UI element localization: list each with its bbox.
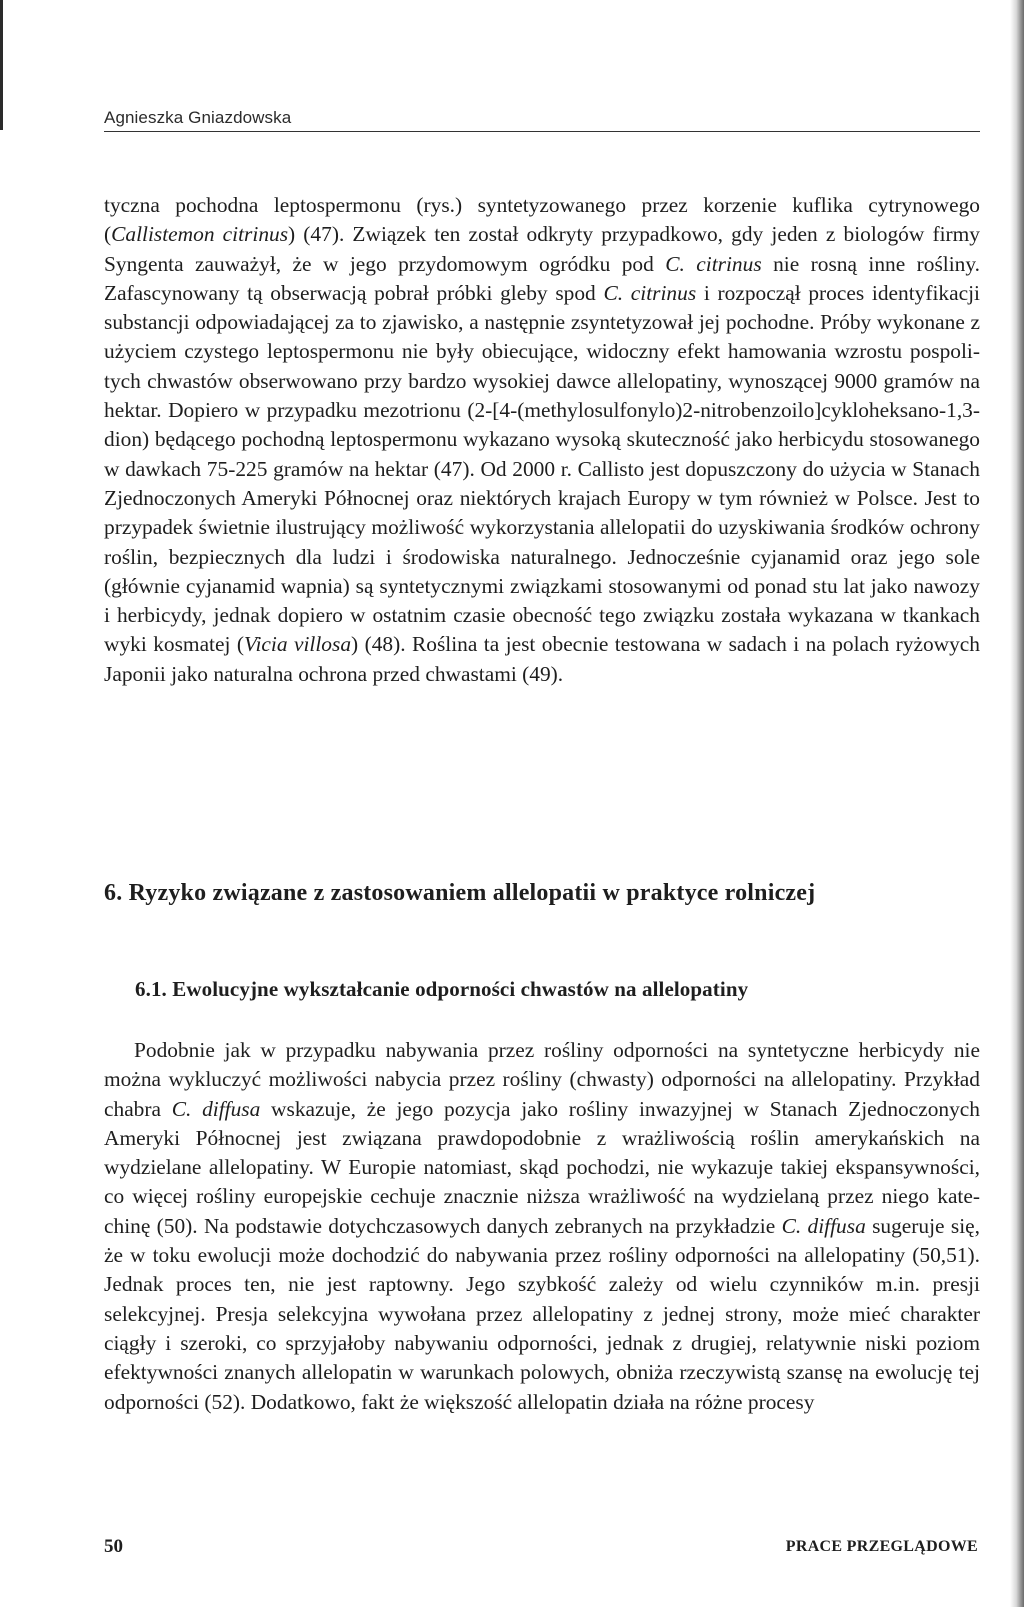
scan-edge-right xyxy=(1010,0,1024,1607)
running-head-author: Agnieszka Gniazdowska xyxy=(104,108,292,127)
text-run: ) (47). Związek ten został odkryty przypadkowo, gdy jeden z biologów firmy Syngenta zauważył, że w jego przydomowym ogródku pod xyxy=(104,222,980,276)
species-name: C. citrinus xyxy=(665,251,762,276)
header-rule xyxy=(104,131,980,132)
species-name: C. citrinus xyxy=(603,280,697,305)
text-run: nie rosną inne rośliny. Zafascynowany tą obserwacją pobrał próbki gleby spod xyxy=(104,251,981,305)
text-run: tyczna pochodna leptospermonu (rys.) syntetyzowanego przez korzenie kuflika cytrynowego ( xyxy=(104,193,980,247)
subsection-heading: 6.1. Ewolucyjne wykształcanie odporności chwastów na allelopatiny xyxy=(135,977,749,1001)
text-run: sugeruje się, że w toku ewolucji może dochodzić do nabywania przez rośliny odporności na allelopatiny (50,51). Jednak proces ten, nie jest raptowny. Jego szybkość zależy od wielu czynników m.in. presji selekcyjnej. Presja selekcyjna wywołana przez allelopatiny z jednej strony, może mieć charakter ciągły i szeroki, co sprzyjałoby nabywaniu odporności, jednak z drugiej, relatywnie niski poziom efektywności znanych allelopatin w warunkach polowych, obniża rzeczywistą szansę na ewolucję tej odporności (52). Dodatkowo, fakt że większość allelopatin działa na różne procesy xyxy=(104,1213,980,1414)
scan-edge-left xyxy=(0,0,3,130)
journal-name: PRACE PRZEGLĄDOWE xyxy=(785,1538,978,1555)
paragraph-resistance xyxy=(104,1036,980,1417)
text-run: Podobnie jak w przypadku nabywania przez rośliny odporności na syntetyczne herbicydy nie można wykluczyć możliwości nabycia przez rośliny (chwasty) odporności na allelopatiny. Przykład chabra xyxy=(104,1038,980,1121)
section-heading: 6. Ryzyko związane z zastosowaniem allelopatii w praktyce rolniczej xyxy=(104,880,816,906)
text-run: wskazuje, że jego pozycja jako rośliny inwazyjnej w Stanach Zjednoczonych Ameryki Północnej jest związana prawdopodobnie z wrażliwością roślin amerykańskich na wydzielane allelopatiny. W Europie natomiast, skąd pochodzi, nie wykazuje takiej ekspansywności, co więcej rośliny europejskie cechuje znacznie niższa wrażliwość na wydzielaną przez niego katechinę (50). Na podstawie dotychczasowych danych zebranych na przykładzie xyxy=(104,1096,980,1238)
species-name: C. diffusa xyxy=(171,1096,261,1121)
species-name: Callistemon citrinus xyxy=(111,222,289,247)
page-number: 50 xyxy=(104,1536,123,1557)
text-run: i rozpoczął proces identyfikacji substancji odpowiadającej za to zjawisko, a następnie zsyntetyzował jej pochodne. Próby wykonane z użyciem czystego leptospermonu nie były obiecujące, widoczny efekt hamowania wzrostu pospolitych chwastów obserwowano przy bardzo wysokiej dawce allelopatiny, wynoszącej 9000 gramów na hektar. Dopiero w przypadku mezotrionu (2-[4-(methylosulfonylo)2-nitrobenzoilo]cykloheksano-1,3-dion) będącego pochodną leptospermonu wykazano wysoką skuteczność jako herbicydu stosowanego w dawkach 75-225 gramów na hektar (47). Od 2000 r. Callisto jest dopuszczony do użycia w Stanach Zjednoczonych Ameryki Północnej oraz niektórych krajach Europy w tym również w Polsce. Jest to przypadek świetnie ilustrujący możliwość wykorzystania allelopatii do uzyskiwania środków ochrony roślin, bezpiecznych dla ludzi i środowiska naturalnego. Jednocześnie cyjanamid oraz jego sole (głównie cyjanamid wapnia) są syntetycznymi związkami stosowanymi od ponad stu lat jako nawozy i herbicydy, jednak dopiero w ostatnim czasie obecność tego związku została wykazana w tkankach wyki kosmatej ( xyxy=(104,280,980,657)
paragraph-leptospermone xyxy=(104,191,980,689)
species-name: Vicia villosa xyxy=(244,632,352,657)
species-name: C. diffusa xyxy=(781,1213,866,1238)
text-run: ) (48). Roślina ta jest obecnie testowana w sadach i na polach ryżowych Japonii jako naturalna ochrona przed chwastami (49). xyxy=(104,632,980,686)
